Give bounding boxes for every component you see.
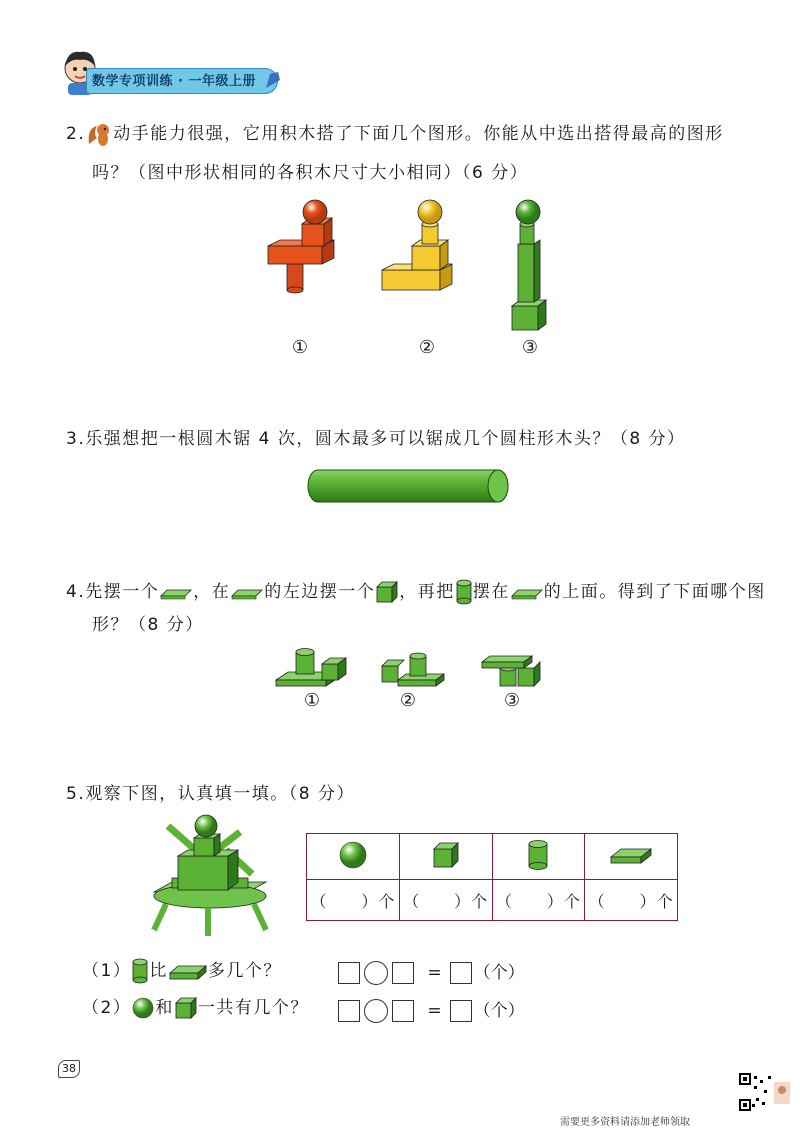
footer-note: 需要更多资料请添加老师领取	[560, 1117, 690, 1128]
page-number: 38	[58, 1060, 80, 1078]
q2-figures	[262, 196, 562, 336]
table-cell-board	[585, 834, 678, 880]
flat-board-icon	[159, 584, 193, 600]
table-cell-cube	[399, 834, 492, 880]
cube-icon	[431, 840, 461, 870]
answer-box[interactable]	[450, 1000, 472, 1022]
sphere-icon	[131, 996, 155, 1020]
q5-sub2: （2） 和 一共有几个？	[82, 998, 309, 1018]
cube-icon	[375, 580, 399, 604]
flat-board-icon	[609, 843, 653, 867]
answer-cell-sphere[interactable]: （ ）个	[307, 880, 400, 921]
answer-box[interactable]	[392, 962, 414, 984]
q4-option-1	[276, 649, 346, 687]
operator-circle[interactable]	[364, 961, 388, 985]
count-table	[306, 833, 678, 921]
q4-figures	[274, 640, 554, 692]
cylinder-icon	[526, 839, 550, 871]
answer-cell-cube[interactable]: （ ）个	[399, 880, 492, 921]
answer-box[interactable]	[392, 1000, 414, 1022]
q3-text: 3.乐强想把一根圆木锯 4 次，圆木最多可以锯成几个圆柱形木头？（8 分）	[66, 429, 686, 449]
q2-line1: 2. 动手能力很强，它用积木搭了下面几个图形。你能从中选出搭得最高的图形	[66, 120, 724, 148]
pencil-icon	[264, 70, 282, 90]
sphere-icon	[338, 840, 368, 870]
q2-label-3: ③	[521, 337, 539, 358]
q4-line2: 形？（8 分）	[92, 615, 204, 635]
answer-box[interactable]	[338, 962, 360, 984]
cube-icon	[174, 996, 198, 1020]
cylinder-icon	[455, 579, 473, 605]
header-title: 数学专项训练 · 一年级上册	[92, 74, 256, 89]
table-cell-sphere	[307, 834, 400, 880]
flat-board-icon	[168, 961, 208, 981]
log-cylinder	[306, 466, 510, 506]
flat-board-icon	[230, 584, 264, 600]
q4-label-1: ①	[303, 690, 321, 711]
q4-option-3	[482, 656, 540, 686]
q4-label-3: ③	[503, 690, 521, 711]
q4-line1: 4.先摆一个 ，在 的左边摆一个 ，再把 摆在 的上面。得到了下面哪个图	[66, 579, 766, 605]
flat-board-icon	[510, 584, 544, 600]
cylinder-icon	[131, 958, 149, 984]
qr-code-icon	[738, 1072, 794, 1112]
answer-box[interactable]	[450, 962, 472, 984]
page-header	[58, 48, 278, 96]
answer-cell-cylinder[interactable]: （ ）个	[492, 880, 585, 921]
q2-line2: 吗？（图中形状相同的各积木尺寸大小相同）（6 分）	[92, 163, 529, 183]
operator-circle[interactable]	[364, 999, 388, 1023]
robot-figure	[148, 812, 274, 938]
figure-2-yellow	[382, 200, 452, 290]
q2-label-2: ②	[418, 337, 436, 358]
figure-1-red	[268, 200, 334, 293]
q2-label-1: ①	[291, 337, 309, 358]
q5-sub2-equation: = （个）	[336, 996, 525, 1023]
q4-option-2	[382, 653, 444, 686]
table-cell-cylinder	[492, 834, 585, 880]
q5-text: 5.观察下图，认真填一填。（8 分）	[66, 784, 355, 804]
q4-label-2: ②	[399, 690, 417, 711]
answer-cell-board[interactable]: （ ）个	[585, 880, 678, 921]
q5-sub1: （1） 比 多几个？	[82, 958, 282, 984]
answer-box[interactable]	[338, 1000, 360, 1022]
q5-sub1-equation: = （个）	[336, 958, 525, 985]
figure-3-green	[512, 200, 546, 330]
squirrel-icon	[85, 120, 113, 148]
